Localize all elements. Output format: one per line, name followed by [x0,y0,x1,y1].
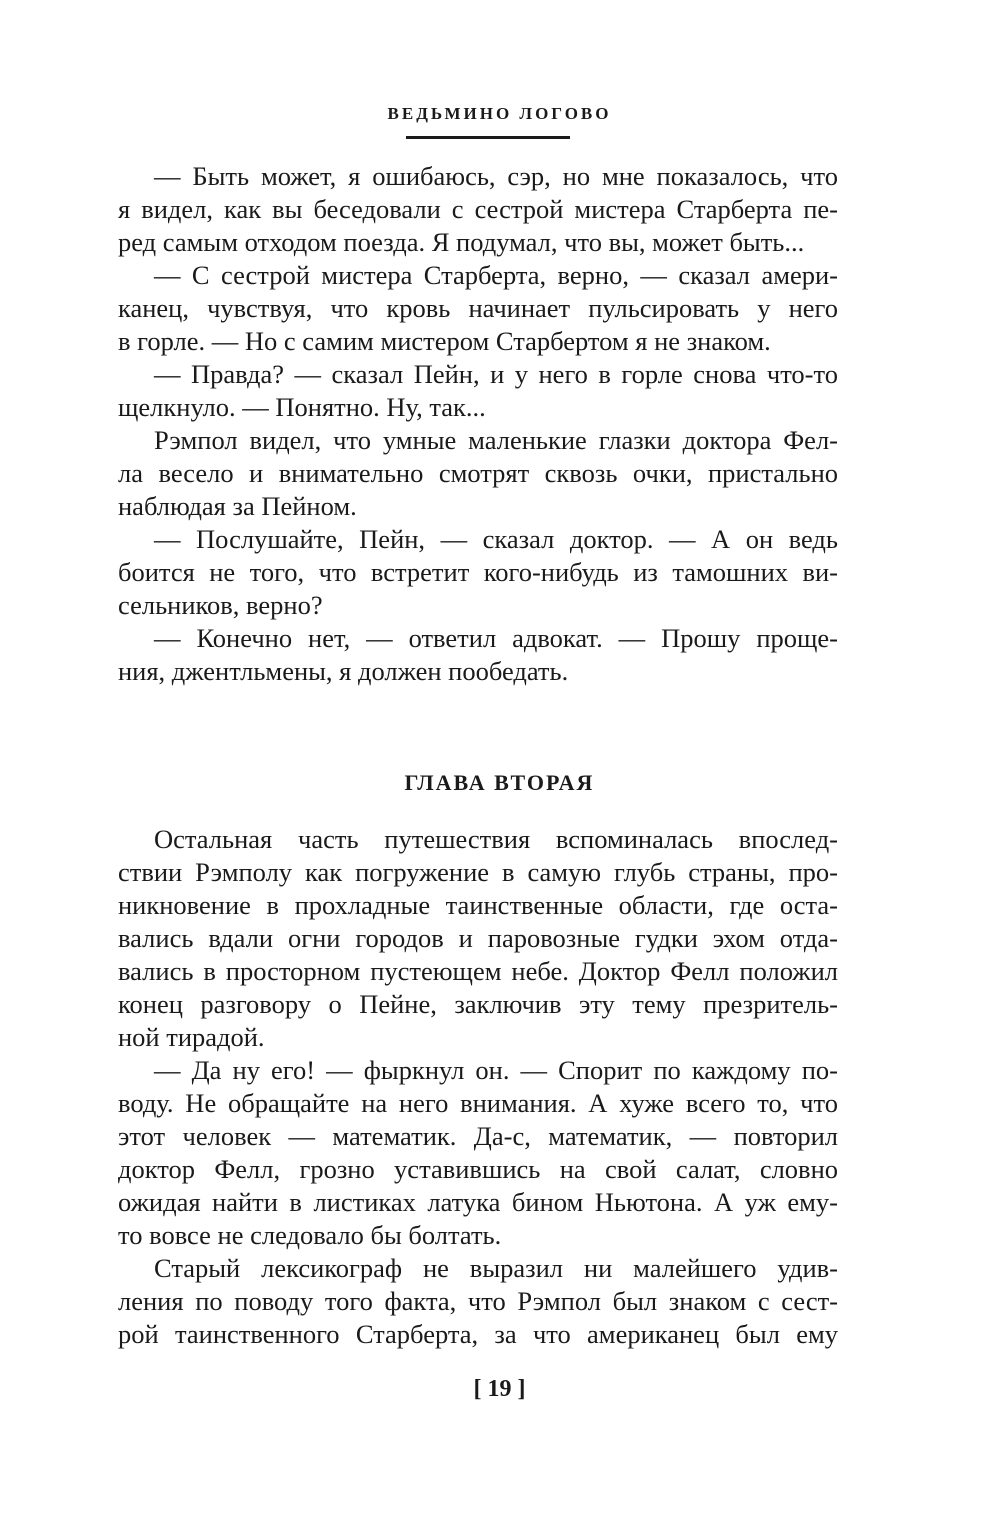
text-line: рой таинственного Старберта, за что американец был ему [118,1319,838,1349]
text-line: ла весело и внимательно смотрят сквозь очки, пристально [118,458,838,488]
text-line: — С сестрой мистера Старберта, верно, — сказал амери- [154,260,838,290]
chapter-title: ГЛАВА ВТОРАЯ [404,770,595,795]
text-section-1 [118,160,838,688]
text-line: никновение в прохладные таинственные области, где оста- [118,890,838,920]
text-line: боится не того, что встретит кого-нибудь из тамошних ви- [118,557,838,587]
text-line: ления по поводу того факта, что Рэмпол был знаком с сест- [118,1286,838,1316]
text-line: наблюдая за Пейном. [118,491,357,521]
page-number: [ 19 ] [473,1376,526,1402]
text-line: Рэмпол видел, что умные маленькие глазки доктора Фел- [154,425,838,455]
text-line: — Конечно нет, — ответил адвокат. — Прошу проще- [154,623,838,653]
text-line: — Послушайте, Пейн, — сказал доктор. — А он ведь [154,524,838,554]
text-line: — Да ну его! — фыркнул он. — Спорит по каждому по- [154,1055,838,1085]
text-line: этот человек — математик. Да-с, математик, — повторил [118,1121,838,1151]
text-line: доктор Фелл, грозно уставившись на свой салат, словно [118,1154,838,1184]
text-line: вались в просторном пустеющем небе. Доктор Фелл положил [118,956,838,986]
text-line: конец разговору о Пейне, заключив эту тему презритель- [118,989,838,1019]
running-head: ВЕДЬМИНО ЛОГОВО [387,104,612,123]
text-line: — Правда? — сказал Пейн, и у него в горле снова что-то [154,359,838,389]
text-line: ред самым отходом поезда. Я подумал, что вы, может быть... [118,227,805,257]
text-section-2 [118,823,838,1351]
text-line: Старый лексикограф не выразил ни малейшего удив- [154,1253,838,1283]
text-line: в горле. — Но с самим мистером Старбертом я не знаком. [118,326,771,356]
text-line: вались вдали огни городов и паровозные гудки эхом отда- [118,923,838,953]
running-head-rule [406,136,570,139]
text-line: — Быть может, я ошибаюсь, сэр, но мне показалось, что [154,161,838,191]
text-line: ной тирадой. [118,1022,265,1052]
text-line: ствии Рэмполу как погружение в самую глубь страны, про- [118,857,838,887]
text-line: я видел, как вы беседовали с сестрой мистера Старберта пе- [118,194,838,224]
text-line: сельников, верно? [118,590,323,620]
text-line: Остальная часть путешествия вспоминалась впослед- [154,824,838,854]
text-line: воду. Не обращайте на него внимания. А хуже всего то, что [118,1088,838,1118]
text-line: то вовсе не следовало бы болтать. [118,1220,502,1250]
text-line: ожидая найти в листиках латука бином Ньютона. А уж ему- [118,1187,838,1217]
text-line: ния, джентльмены, я должен пообедать. [118,656,569,686]
text-line: канец, чувствуя, что кровь начинает пульсировать у него [118,293,838,323]
text-line: щелкнуло. — Понятно. Ну, так... [118,392,486,422]
